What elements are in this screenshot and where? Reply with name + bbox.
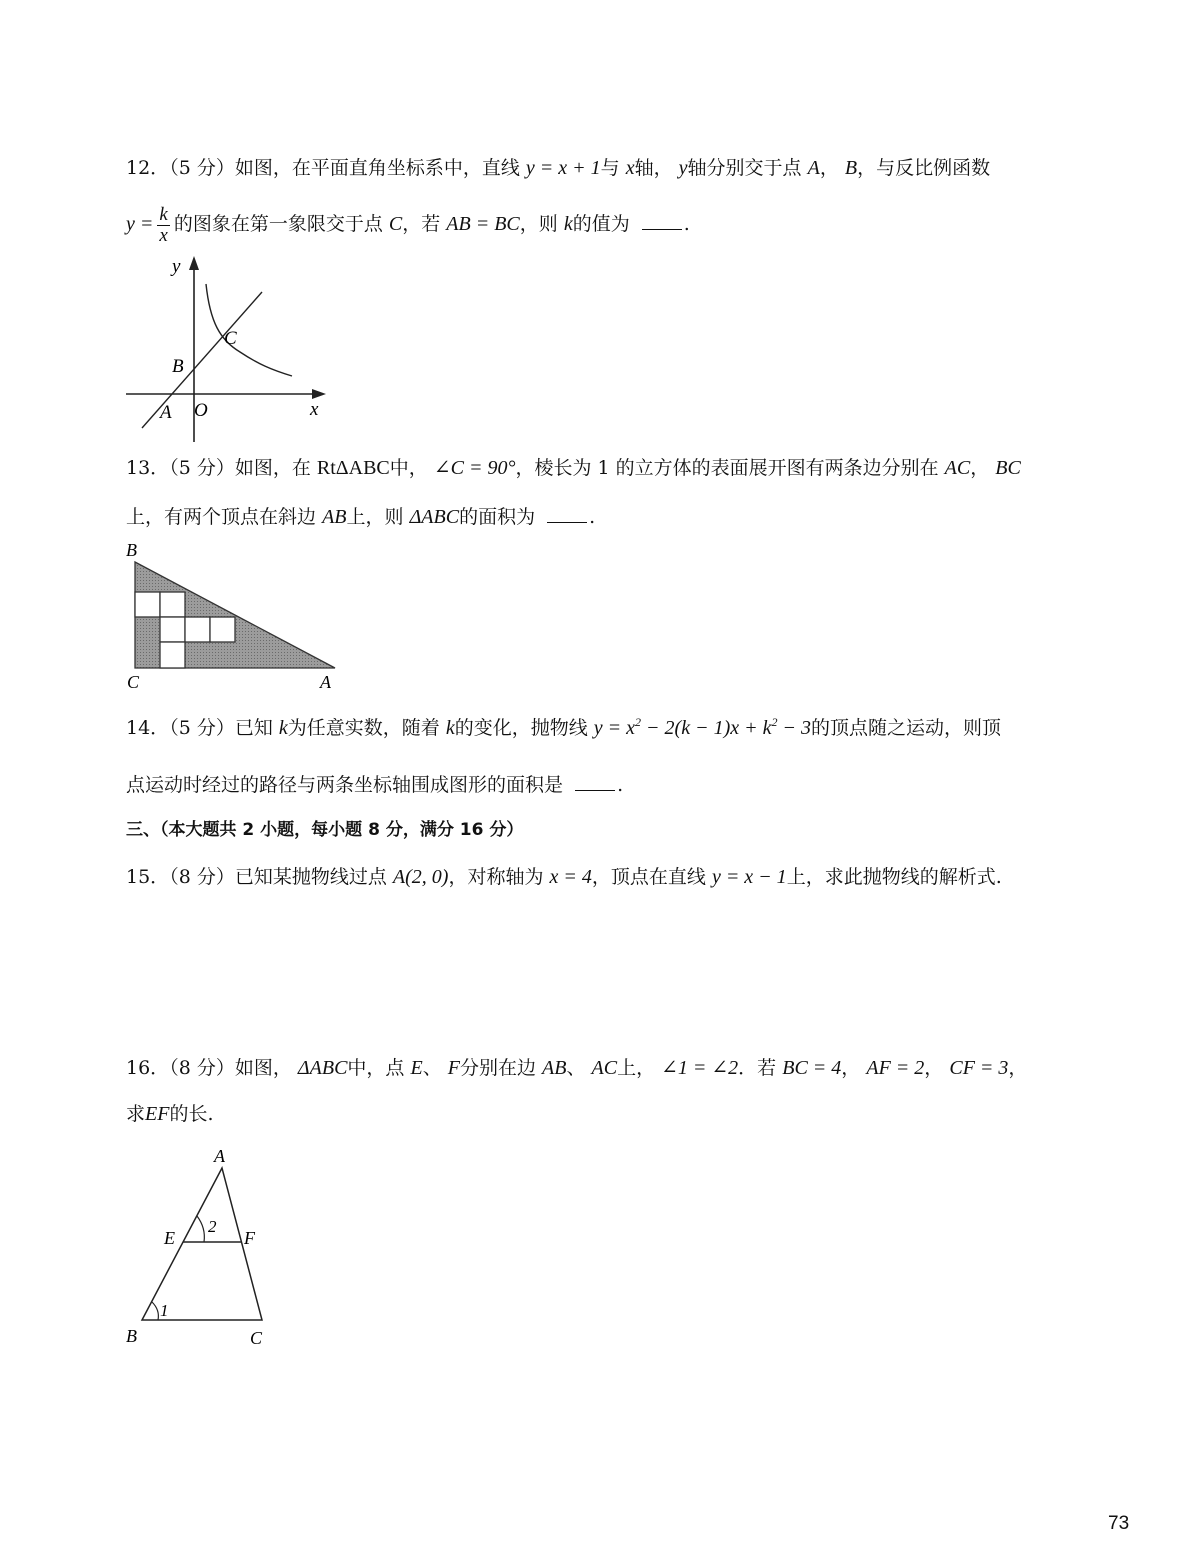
label-x: x <box>310 399 319 420</box>
q14-line-2: 点运动时经过的路径与两条坐标轴围成图形的面积是 . <box>126 774 624 796</box>
q16-figure <box>122 1144 302 1354</box>
q15-line-1: 15．（8 分）已知某抛物线过点 A(2, 0)，对称轴为 x = 4，顶点在直线 y = x − 1上，求此抛物线的解析式. <box>126 866 1002 888</box>
answer-blank <box>575 772 615 791</box>
angle-2-label: 2 <box>208 1217 217 1236</box>
label-C: C <box>250 1328 263 1348</box>
q12-line-1: 12．（5 分）如图，在平面直角坐标系中，直线 y = x + 1与 x轴， y轴分别交于点 A， B，与反比例函数 <box>126 157 991 179</box>
q16-line-2: 求EF的长. <box>126 1103 214 1125</box>
q16-line-1: 16．（8 分）如图， ΔABC中，点 E、 F分别在边 AB、 AC上， ∠1 = ∠2．若 BC = 4， AF = 2， CF = 3， <box>126 1057 1028 1079</box>
label-A: A <box>214 1146 225 1166</box>
page-number: 73 <box>1108 1513 1130 1534</box>
label-C: C <box>127 672 140 692</box>
fraction-k-over-x: $\frac{k}{x}$ <box>159 203 168 246</box>
label-B: B <box>126 1326 137 1346</box>
q12-line-2: y = $\frac{k}{x}$ 的图象在第一象限交于点 C，若 AB = BC，则 k的值为 . <box>126 203 690 246</box>
label-F: F <box>244 1228 255 1248</box>
q13-figure <box>122 538 352 693</box>
label-B: B <box>126 540 137 560</box>
label-A: A <box>160 402 172 423</box>
label-B: B <box>172 356 184 377</box>
q13-line-1: 13．（5 分）如图，在 RtΔABC中， ∠C = 90°，棱长为 1 的立方体的表面展开图有两条边分别在 AC， BC <box>126 457 1021 479</box>
answer-blank <box>547 504 587 523</box>
angle-1-label: 1 <box>160 1301 169 1320</box>
label-E: E <box>164 1228 175 1248</box>
label-O: O <box>194 400 208 421</box>
parabola-expression: $y = x^2 - 2(k - 1)x + k^2 - 3$ <box>593 715 811 739</box>
q12-figure <box>120 252 340 447</box>
section-heading: 三、（本大题共 2 小题，每小题 8 分，满分 16 分） <box>126 820 524 840</box>
answer-blank <box>642 211 682 230</box>
label-C: C <box>224 328 237 349</box>
q14-line-1: 14．（5 分）已知 k为任意实数，随着 k的变化，抛物线 $y = x^2 - 2(k - 1)x + k^2 - 3$的顶点随之运动，则顶 <box>126 715 1002 739</box>
label-y: y <box>172 256 181 277</box>
label-A: A <box>320 672 331 692</box>
q13-line-2: 上，有两个顶点在斜边 AB上，则 ΔABC的面积为 . <box>126 506 596 528</box>
